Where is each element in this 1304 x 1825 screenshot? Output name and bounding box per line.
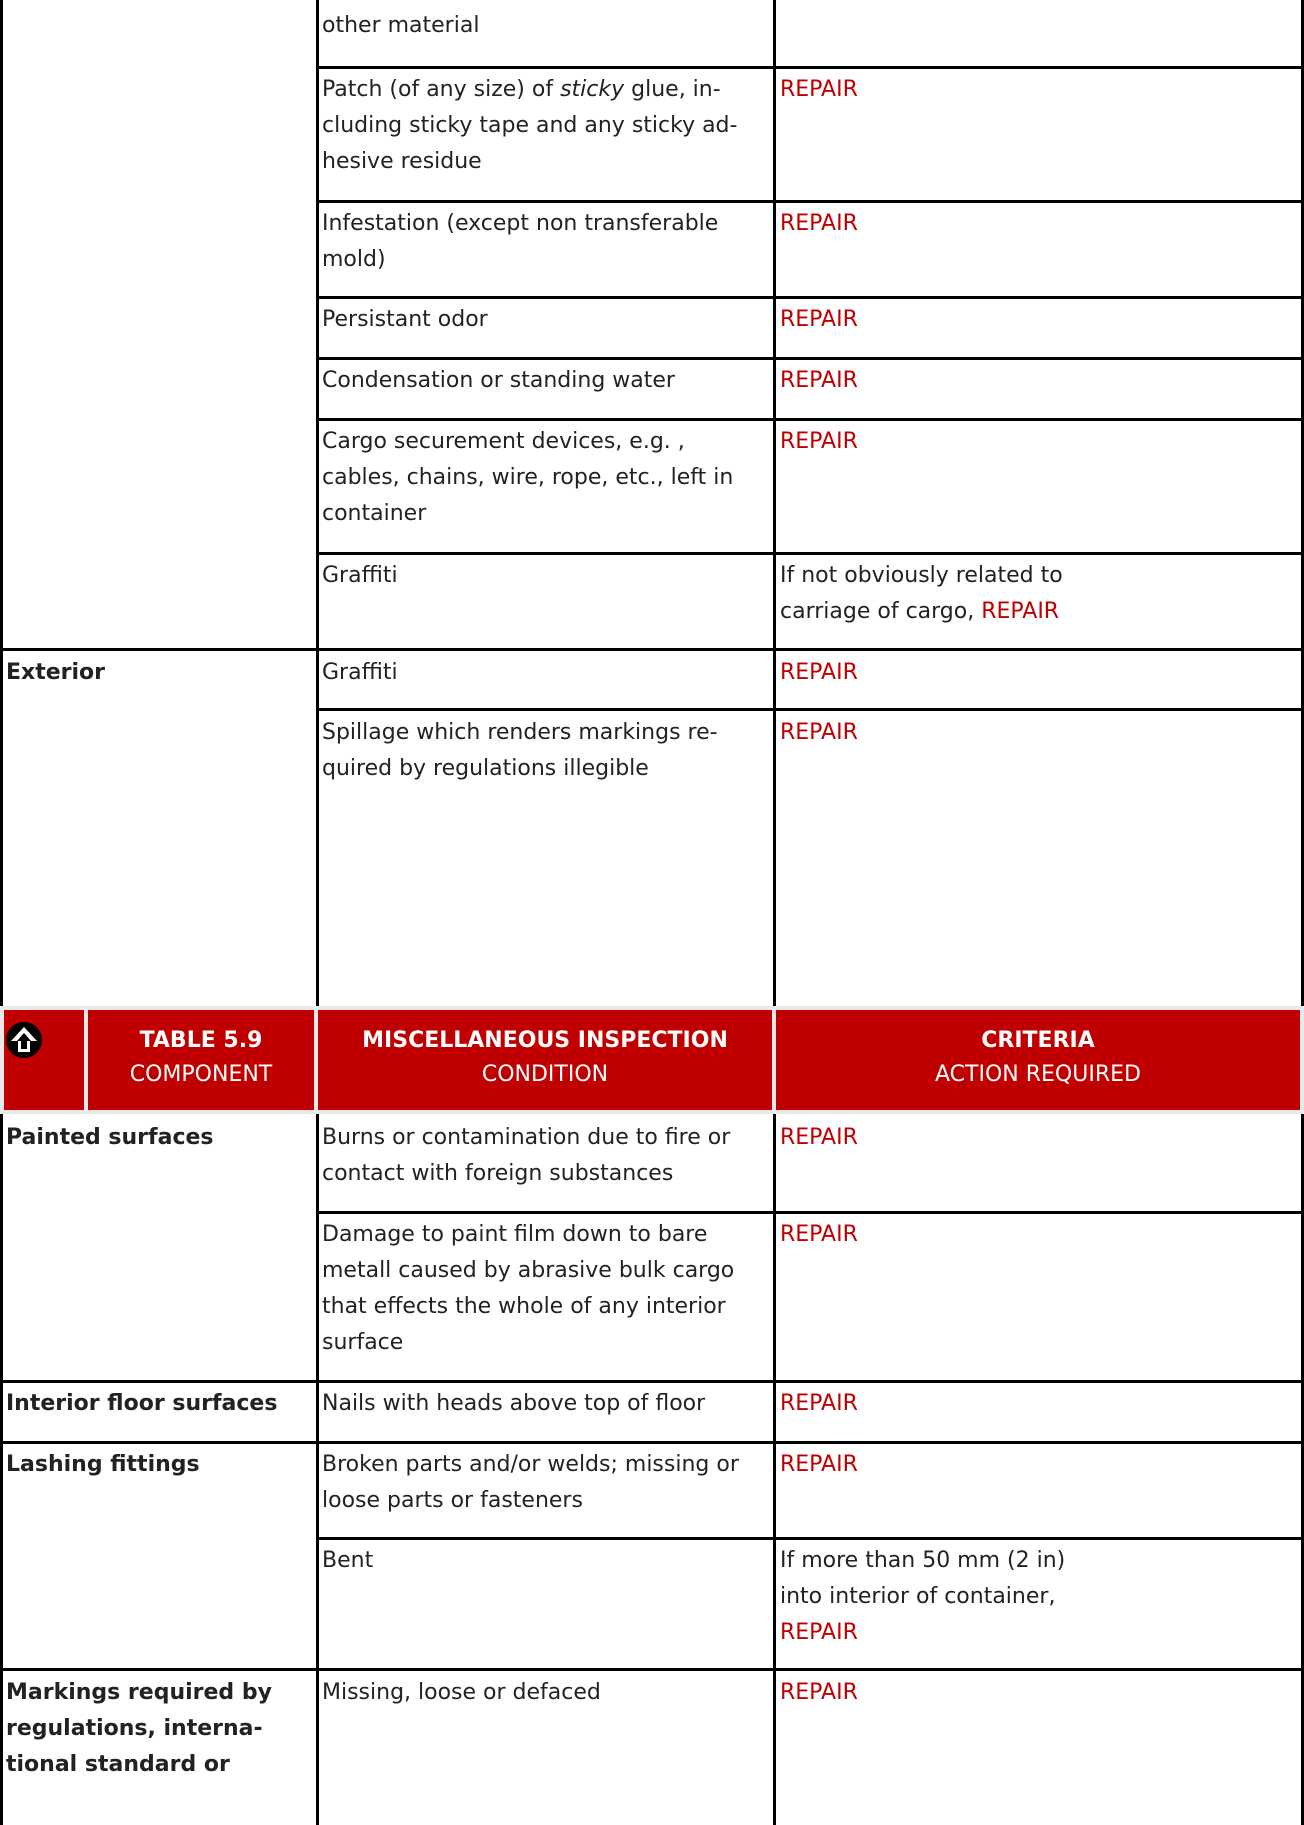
action-cell: REPAIR <box>780 1125 858 1150</box>
condition-cell: Cargo securement devices, e.g. , cables, chains, wire, rope, etc., left in container <box>322 429 734 526</box>
action-cell: If more than 50 mm (2 in) into interior of container, REPAIR <box>780 1548 1066 1645</box>
action-cell: REPAIR <box>780 720 858 745</box>
action-cell: REPAIR <box>780 1222 858 1247</box>
condition-cell: Nails with heads above top of floor <box>322 1391 706 1416</box>
table-border-col2 <box>316 0 319 1006</box>
up-arrow-icon[interactable] <box>4 1020 44 1060</box>
section-divider <box>0 648 1304 651</box>
table-border-left <box>0 0 3 1006</box>
row-divider <box>316 1537 1304 1540</box>
action-cell: REPAIR <box>780 307 858 332</box>
row-divider <box>316 552 1304 555</box>
table-border-col3 <box>773 0 776 1006</box>
row-divider <box>316 357 1304 360</box>
action-cell: REPAIR <box>780 429 858 454</box>
component-cell: Interior floor surfaces <box>6 1391 278 1416</box>
header-col-component: TABLE 5.9 COMPONENT <box>129 1028 273 1087</box>
component-cell: Lashing fittings <box>6 1452 200 1477</box>
condition-cell: Spillage which renders markings re- quired by regulations illegible <box>322 720 718 781</box>
component-cell: Painted surfaces <box>6 1125 214 1150</box>
condition-cell: other material <box>322 13 480 38</box>
header-col-action: CRITERIA ACTION REQUIRED <box>935 1028 1141 1087</box>
table-header <box>0 1006 1304 1114</box>
condition-cell: Patch (of any size) of sticky glue, in- cluding sticky tape and any sticky ad- hesive residue <box>322 77 738 174</box>
section-divider <box>0 1668 1304 1671</box>
header-rule <box>1300 1006 1304 1114</box>
component-cell: Markings required by regulations, interna- tional standard or <box>6 1680 272 1777</box>
condition-cell: Missing, loose or defaced <box>322 1680 601 1705</box>
condition-cell: Condensation or standing water <box>322 368 675 393</box>
action-cell: REPAIR <box>780 1680 858 1705</box>
header-rule <box>0 1006 1304 1010</box>
action-cell: REPAIR <box>780 1391 858 1416</box>
section-divider <box>0 1441 1304 1444</box>
condition-cell: Bent <box>322 1548 374 1573</box>
condition-cell: Burns or contamination due to fire or contact with foreign substances <box>322 1125 731 1186</box>
action-cell: REPAIR <box>780 368 858 393</box>
row-divider <box>316 200 1304 203</box>
condition-cell: Infestation (except non transferable mold) <box>322 211 719 272</box>
component-cell: Exterior <box>6 660 106 685</box>
action-cell: REPAIR <box>780 660 858 685</box>
condition-cell: Graffiti <box>322 660 398 685</box>
condition-cell: Damage to paint film down to bare metall caused by abrasive bulk cargo that effects the whole of any interior surface <box>322 1222 735 1355</box>
condition-cell: Broken parts and/or welds; missing or loose parts or fasteners <box>322 1452 739 1513</box>
table-border-col2 <box>316 1114 319 1825</box>
action-cell: REPAIR <box>780 1452 858 1477</box>
table-border-left <box>0 1114 3 1825</box>
action-cell: REPAIR <box>780 211 858 236</box>
header-col-condition: MISCELLANEOUS INSPECTION CONDITION <box>362 1028 728 1087</box>
header-rule <box>0 1110 1304 1114</box>
section-divider <box>0 1380 1304 1383</box>
row-divider <box>316 296 1304 299</box>
row-divider <box>316 708 1304 711</box>
action-cell: REPAIR <box>780 77 858 102</box>
row-divider <box>316 418 1304 421</box>
row-divider <box>316 1211 1304 1214</box>
table-border-col3 <box>773 1114 776 1825</box>
action-cell: If not obviously related to carriage of cargo, REPAIR <box>780 563 1063 624</box>
row-divider <box>316 66 1304 69</box>
condition-cell: Persistant odor <box>322 307 488 332</box>
condition-cell: Graffiti <box>322 563 398 588</box>
